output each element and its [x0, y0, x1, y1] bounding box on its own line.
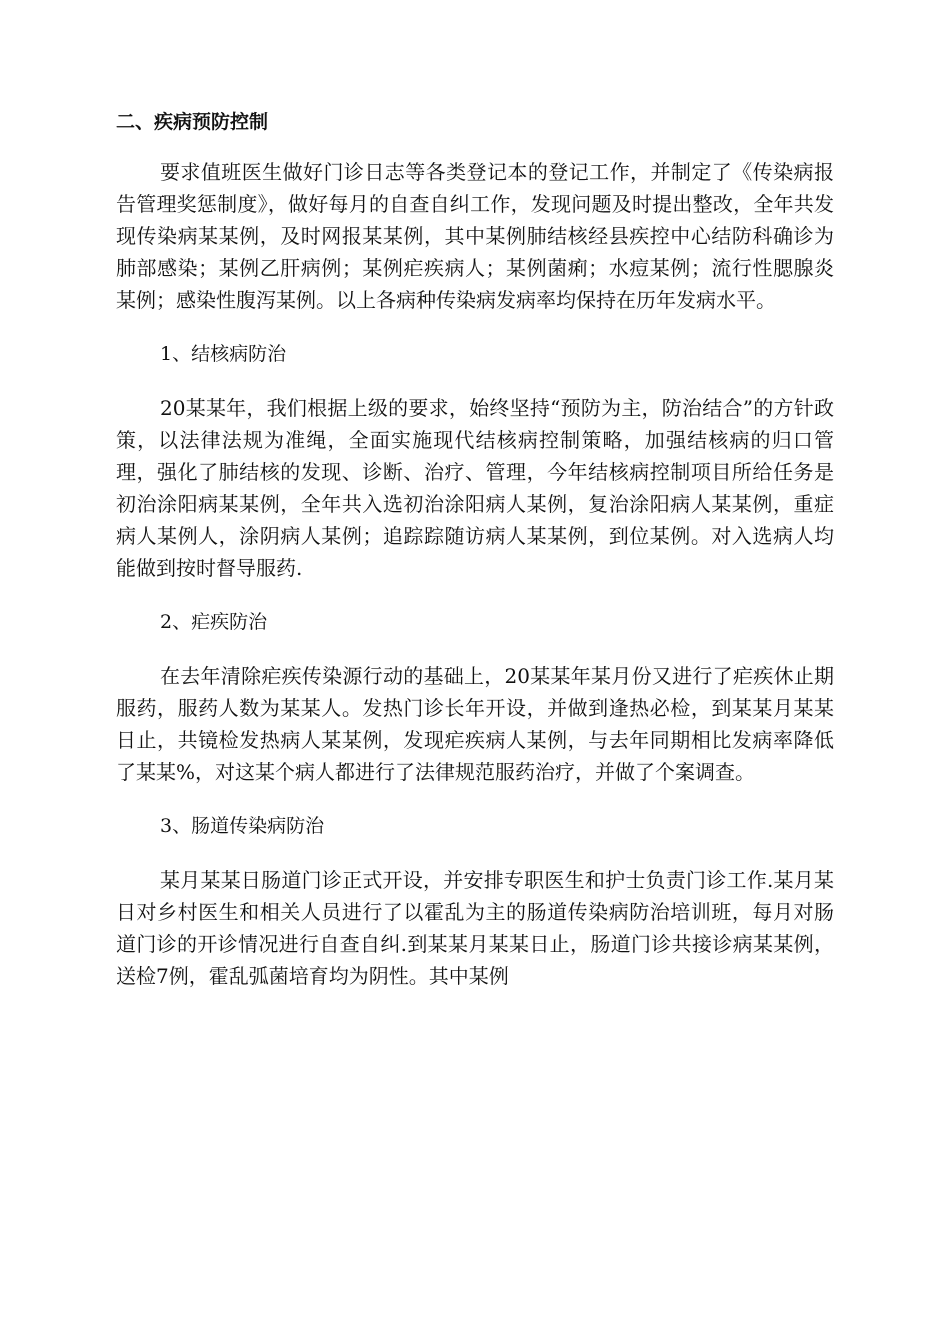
section-heading: 二、疾病预防控制 [116, 111, 269, 133]
intro-paragraph: 要求值班医生做好门诊日志等各类登记本的登记工作，并制定了《传染病报告管理奖惩制度》，做好每月的自查自纠工作，发现问题及时提出整改，全年共发现传染病某某例，及时网报某某例，其中某例肺结核经县疾控中心结防科确诊为肺部感染；某例乙肝病例；某例疟疾病人；某例菌痢；水痘某例；流行性腮腺炎某例；感染性腹泻某例。以上各病种传染病发病率均保持在历年发病水平。 [116, 160, 834, 312]
subsection-title-tuberculosis: 1、结核病防治 [160, 343, 287, 365]
subsection-body-tuberculosis: 20某某年，我们根据上级的要求，始终坚持“预防为主，防治结合”的方针政策，以法律法规为准绳，全面实施现代结核病控制策略，加强结核病的归口管理，强化了肺结核的发现、诊断、治疗、管理，今年结核病控制项目所给任务是初治涂阳病某某例，全年共入选初治涂阳病人某例，复治涂阳病人某某例，重症病人某例人，涂阴病人某例；追踪踪随访病人某某例，到位某例。对入选病人均能做到按时督导服药. [116, 396, 834, 580]
subsection-title-intestinal: 3、肠道传染病防治 [160, 815, 325, 837]
subsection-title-malaria: 2、疟疾防治 [160, 611, 268, 633]
subsection-body-malaria: 在去年清除疟疾传染源行动的基础上，20某某年某月份又进行了疟疾休止期服药，服药人数为某某人。发热门诊长年开设，并做到逢热必检，到某某月某某日止，共镜检发热病人某某例，发现疟疾病人某例，与去年同期相比发病率降低了某某%，对这某个病人都进行了法律规范服药治疗，并做了个案调查。 [116, 664, 834, 784]
subsection-body-intestinal: 某月某某日肠道门诊正式开设，并安排专职医生和护士负责门诊工作.某月某日对乡村医生和相关人员进行了以霍乱为主的肠道传染病防治培训班，每月对肠道门诊的开诊情况进行自查自纠.到某某月某某日止，肠道门诊共接诊病某某例，送检7例，霍乱弧菌培育均为阴性。其中某例 [116, 868, 834, 988]
document-page [116, 108, 834, 1014]
